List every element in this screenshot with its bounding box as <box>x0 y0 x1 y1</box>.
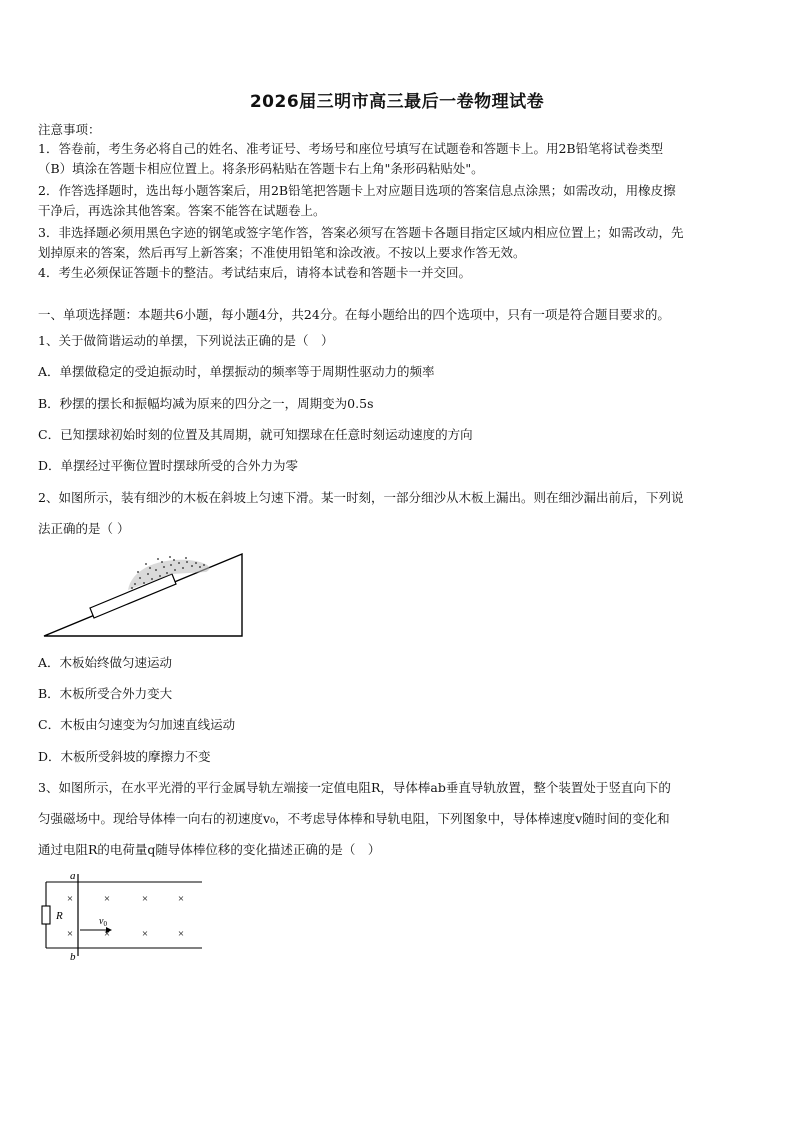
field-cross: × <box>177 893 185 905</box>
notice-item: （B）填涂在答题卡相应位置上。将条形码粘贴在答题卡右上角"条形码粘贴处"。 <box>38 161 484 176</box>
notice-item: 2．作答选择题时，选出每小题答案后，用2B铅笔把答题卡上对应题目选项的答案信息点涂黑；如需改动，用橡皮擦 <box>38 183 676 198</box>
question-1-stem: 1、关于做简谐运动的单摆，下列说法正确的是（ ） <box>38 333 334 348</box>
rod-end-a-label: a <box>70 870 76 882</box>
question-2-option-d: D．木板所受斜坡的摩擦力不变 <box>38 749 211 764</box>
resistor-r <box>42 906 50 924</box>
question-3-stem: 匀强磁场中。现给导体棒一向右的初速度v₀，不考虑导体棒和导轨电阻，下列图象中，导体棒速度v随时间的变化和 <box>38 811 670 826</box>
question-1-option-c: C．已知摆球初始时刻的位置及其周期，就可知摆球在任意时刻运动速度的方向 <box>38 427 473 442</box>
notice-item: 4．考生必须保证答题卡的整洁。考试结束后，请将本试卷和答题卡一并交回。 <box>38 265 471 280</box>
rod-end-b-label: b <box>70 951 76 963</box>
incline-figure <box>40 548 250 640</box>
field-cross: × <box>66 893 74 905</box>
notice-item: 1．答卷前，考生务必将自己的姓名、准考证号、考场号和座位号填写在试题卷和答题卡上。用2B铅笔将试卷类型 <box>38 141 664 156</box>
question-2-stem: 2、如图所示，装有细沙的木板在斜坡上匀速下滑。某一时刻，一部分细沙从木板上漏出。则在细沙漏出前后，下列说 <box>38 490 684 505</box>
resistor-label: R <box>56 910 63 922</box>
notice-item: 3．非选择题必须用黑色字迹的钢笔或签字笔作答，答案必须写在答题卡各题目指定区域内相应位置上；如需改动，先 <box>38 225 684 240</box>
field-cross: × <box>141 928 149 940</box>
question-2-stem: 法正确的是（ ） <box>38 521 130 536</box>
rail-circuit-figure <box>40 868 210 964</box>
field-cross: × <box>141 893 149 905</box>
notice-item: 划掉原来的答案，然后再写上新答案；不准使用铅笔和涂改液。不按以上要求作答无效。 <box>38 245 526 260</box>
field-cross: × <box>66 928 74 940</box>
question-1-option-a: A．单摆做稳定的受迫振动时，单摆振动的频率等于周期性驱动力的频率 <box>38 364 435 379</box>
notice-item: 干净后，再选涂其他答案。答案不能答在试题卷上。 <box>38 203 326 218</box>
field-cross: × <box>103 893 111 905</box>
magnetic-field-crosses <box>67 893 184 940</box>
question-2-option-c: C．木板由匀速变为匀加速直线运动 <box>38 717 236 732</box>
field-cross: × <box>177 928 185 940</box>
exam-title: 2026届三明市高三最后一卷物理试卷 <box>249 92 545 112</box>
question-2-option-b: B．木板所受合外力变大 <box>38 686 173 701</box>
question-3-stem: 通过电阻R的电荷量q随导体棒位移的变化描述正确的是（ ） <box>38 842 381 857</box>
notice-heading: 注意事项： <box>38 122 101 137</box>
question-1-option-d: D．单摆经过平衡位置时摆球所受的合外力为零 <box>38 458 299 473</box>
section-heading: 一、单项选择题：本题共6小题，每小题4分，共24分。在每小题给出的四个选项中，只有一项是符合题目要求的。 <box>38 307 670 322</box>
velocity-label: $v_0$ <box>99 916 107 928</box>
question-2-option-a: A．木板始终做匀速运动 <box>38 655 173 670</box>
field-cross: × <box>103 928 111 940</box>
question-1-option-b: B．秒摆的摆长和振幅均减为原来的四分之一，周期变为0.5s <box>38 396 374 411</box>
question-3-stem: 3、如图所示，在水平光滑的平行金属导轨左端接一定值电阻R，导体棒ab垂直导轨放置，整个装置处于竖直向下的 <box>38 780 671 795</box>
